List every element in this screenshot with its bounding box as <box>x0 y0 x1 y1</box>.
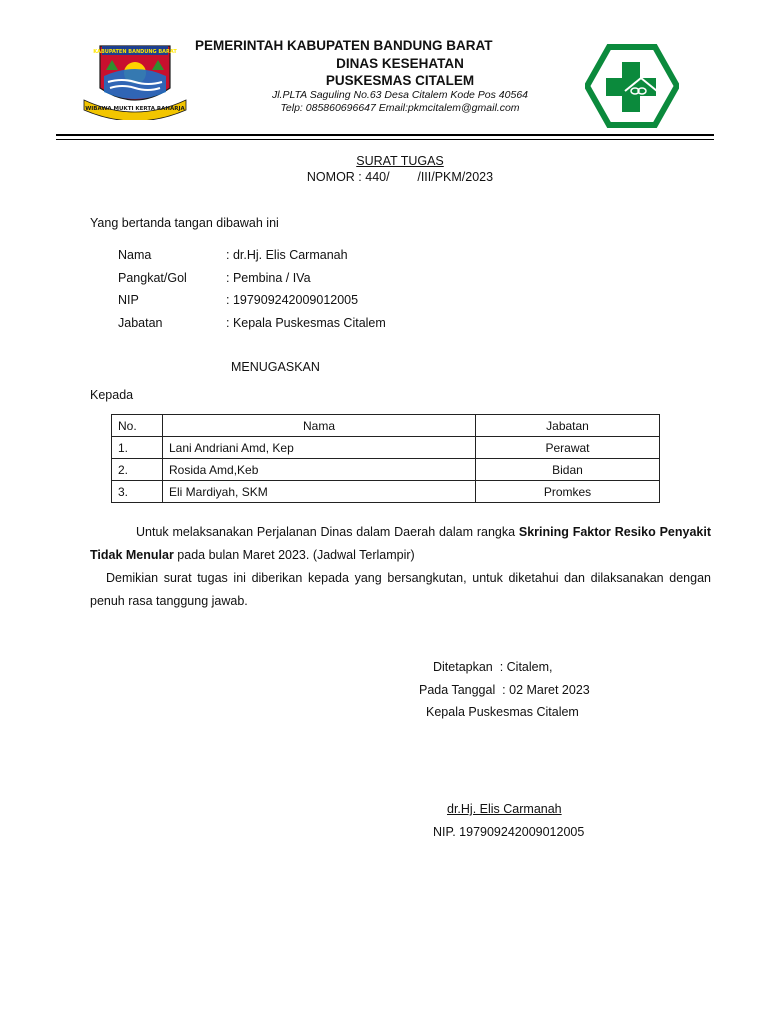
table-header-no: No. <box>112 415 163 437</box>
table-header-row <box>112 415 660 437</box>
table-cell-no: 2. <box>112 459 163 481</box>
field-value-nama: : dr.Hj. Elis Carmanah <box>226 248 348 262</box>
letterhead-contact: Telp: 085860696647 Email:pkmcitalem@gmail.com <box>280 102 520 114</box>
letterhead-divider-thick <box>56 134 714 136</box>
emblem-motto: WIBAWA MUKTI KERTA RAHARJA <box>85 106 185 112</box>
table-cell-nama: Lani Andriani Amd, Kep <box>163 437 476 459</box>
letterhead-institution: PUSKESMAS CITALEM <box>325 73 475 88</box>
letterhead-department: DINAS KESEHATAN <box>336 56 464 71</box>
kabupaten-bandung-barat-emblem-icon <box>82 40 188 120</box>
field-value-pangkat: : Pembina / IVa <box>226 271 311 285</box>
letter-title: SURAT TUGAS <box>356 154 444 168</box>
letter-number: NOMOR : 440/ /III/PKM/2023 <box>306 170 494 184</box>
letterhead-divider-thin <box>56 139 714 140</box>
table-cell-nama: Rosida Amd,Keb <box>163 459 476 481</box>
field-label-pangkat: Pangkat/Gol <box>118 271 187 285</box>
letterhead-address: Jl.PLTA Saguling No.63 Desa Citalem Kode Pos 40564 <box>271 89 529 101</box>
purpose-program-name: Skrining Faktor Resiko Penyakit Tidak Menular <box>90 525 711 562</box>
table-cell-jabatan: Bidan <box>476 459 660 481</box>
purpose-text-end: pada bulan Maret 2023. (Jadwal Terlampir) <box>173 547 415 562</box>
table-cell-nama: Eli Mardiyah, SKM <box>163 481 476 503</box>
table-header-nama: Nama <box>163 415 476 437</box>
field-value-nip: : 197909242009012005 <box>226 293 359 307</box>
assign-heading: MENUGASKAN <box>231 360 320 374</box>
table-cell-jabatan: Promkes <box>476 481 660 503</box>
field-label-nama: Nama <box>118 248 152 262</box>
emblem-top-text: KABUPATEN BANDUNG BARAT <box>93 49 177 55</box>
letter-intro: Yang bertanda tangan dibawah ini <box>90 216 279 230</box>
purpose-text-start: Untuk melaksanakan Perjalanan Dinas dalam Daerah dalam rangka <box>136 525 519 539</box>
table-header-jabatan: Jabatan <box>476 415 660 437</box>
table-cell-jabatan: Perawat <box>476 437 660 459</box>
field-label-nip: NIP <box>118 293 139 307</box>
table-row <box>112 437 660 459</box>
signature-date: Pada Tanggal : 02 Maret 2023 <box>419 683 590 697</box>
signer-name: dr.Hj. Elis Carmanah <box>447 802 562 816</box>
field-label-jabatan: Jabatan <box>118 316 163 330</box>
signer-nip: NIP. 197909242009012005 <box>433 825 585 839</box>
table-cell-no: 3. <box>112 481 163 503</box>
table-row <box>112 481 660 503</box>
closing-paragraph: Demikian surat tugas ini diberikan kepada yang bersangkutan, untuk diketahui dan dilaksanakan dengan penuh rasa tanggung jawab. <box>90 571 711 608</box>
table-row <box>112 459 660 481</box>
field-value-jabatan: : Kepala Puskesmas Citalem <box>226 316 386 330</box>
purpose-paragraph <box>90 521 711 566</box>
signature-position: Kepala Puskesmas Citalem <box>426 705 579 719</box>
to-label: Kepada <box>90 388 134 402</box>
assignee-table <box>111 414 660 503</box>
letterhead-government: PEMERINTAH KABUPATEN BANDUNG BARAT <box>195 38 493 53</box>
table-cell-no: 1. <box>112 437 163 459</box>
signature-place: Ditetapkan : Citalem, <box>433 660 553 674</box>
